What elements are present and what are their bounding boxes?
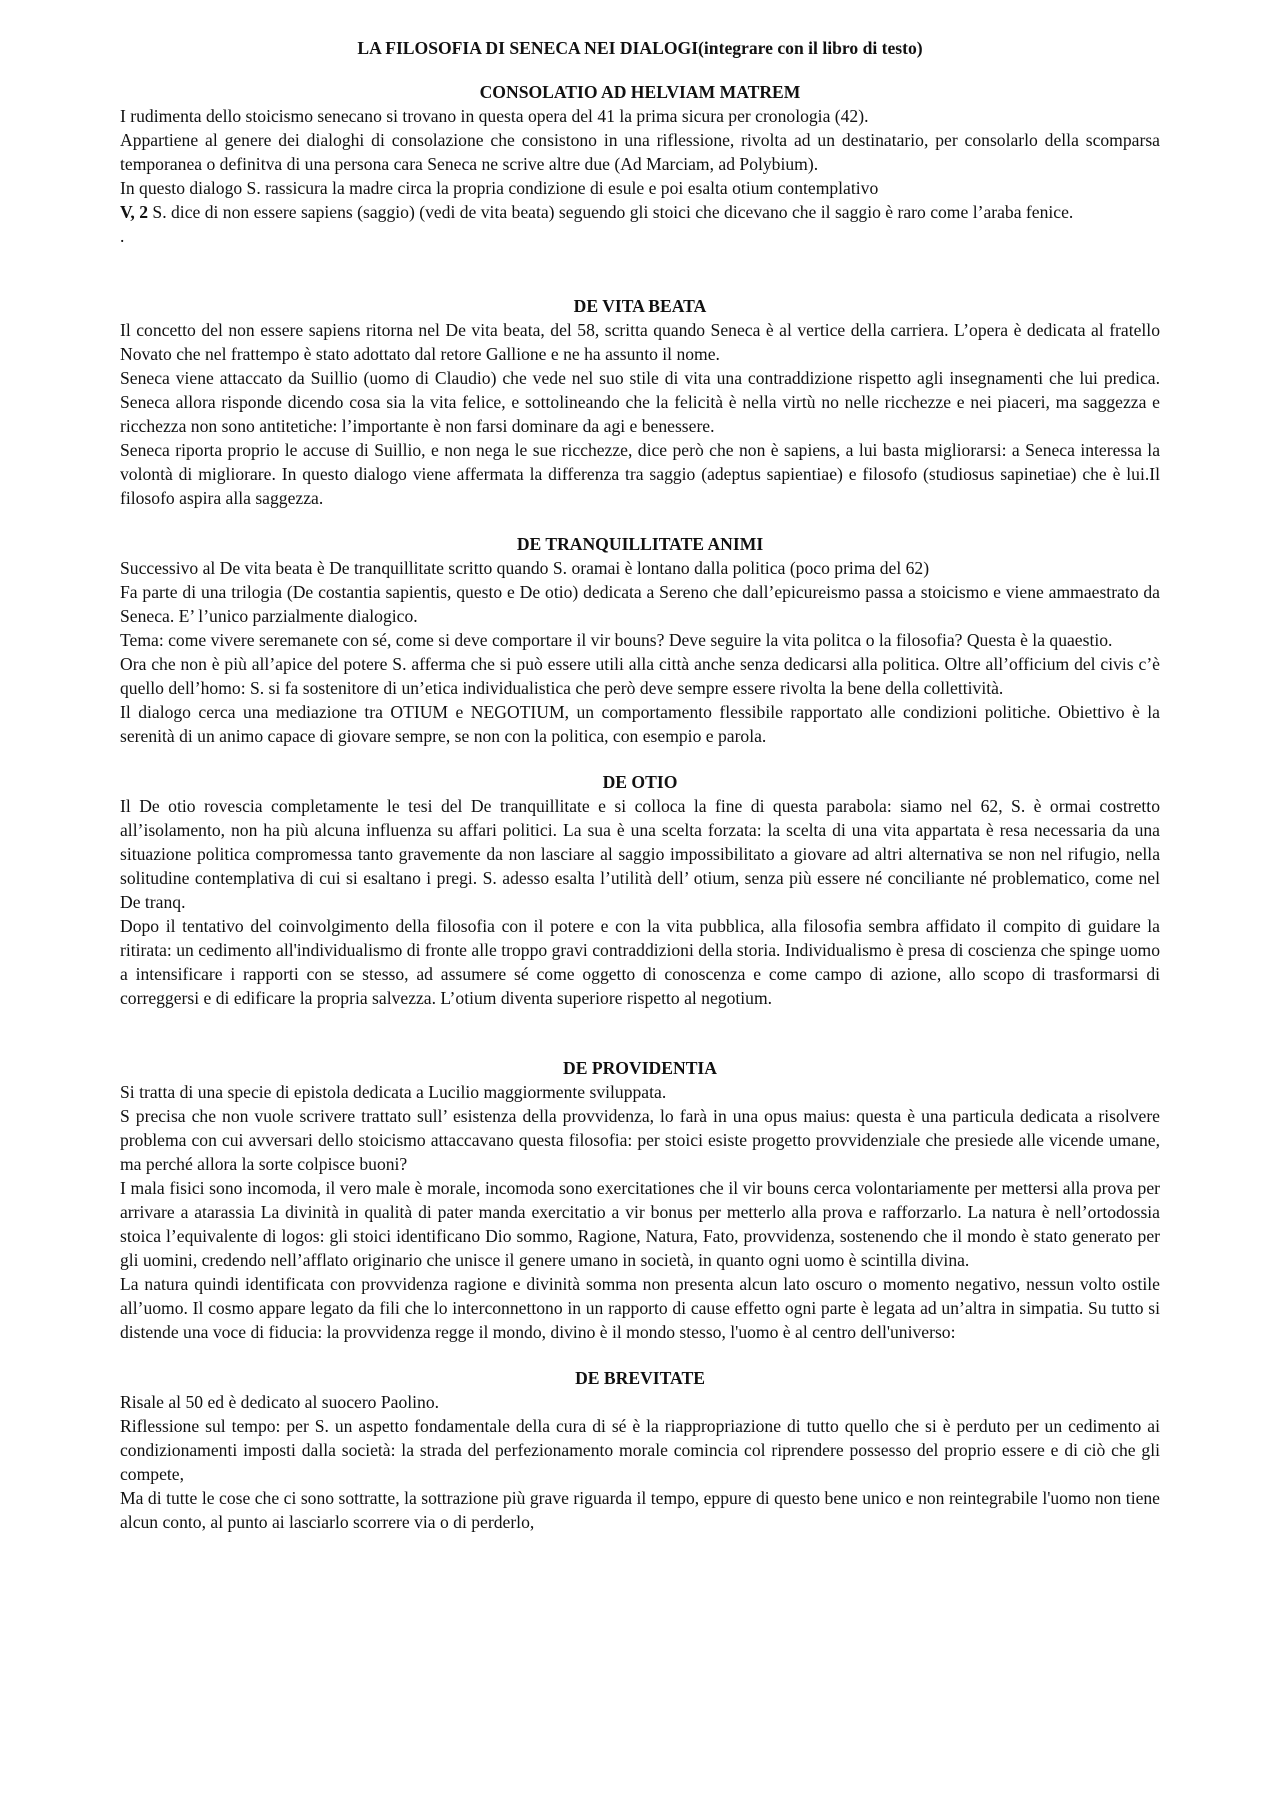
- paragraph: Si tratta di una specie di epistola dedicata a Lucilio maggiormente sviluppata.: [120, 1082, 667, 1102]
- section-heading: DE TRANQUILLITATE ANIMI: [516, 534, 764, 554]
- paragraph-with-reference: [120, 200, 1160, 224]
- paragraph: Fa parte di una trilogia (De costantia sapientis, questo e De otio) dedicata a Sereno che dall’epicureismo passa a stoicismo e viene ammaestrato da Seneca. E’ l’unico parzialmente dialogico.: [120, 582, 1160, 626]
- paragraph: Il dialogo cerca una mediazione tra OTIUM e NEGOTIUM, un comportamento flessibile rapportato alle condizioni politiche. Obiettivo è la serenità di un animo capace di giovare sempre, se non con la politica, con esempio e parola.: [120, 702, 1160, 746]
- section-de-providentia: [120, 1056, 1160, 1344]
- section-heading: CONSOLATIO AD HELVIAM MATREM: [479, 82, 801, 102]
- chapter-reference: V, 2: [120, 202, 149, 222]
- paragraph-text: S. dice di non essere sapiens (saggio) (vedi de vita beata) seguendo gli stoici che dicevano che il saggio è raro come l’araba fenice.: [148, 202, 1074, 222]
- paragraph: Seneca riporta proprio le accuse di Suillio, e non nega le sue ricchezze, dice però che non è sapiens, a lui basta migliorarsi: a Seneca interessa la volontà di migliorare. In questo dialogo viene affermata la differenza tra saggio (adeptus sapientiae) e filosofo (studiosus sapinetiae) che è lui.Il filosofo aspira alla saggezza.: [120, 440, 1160, 508]
- section-heading: DE VITA BEATA: [573, 296, 707, 316]
- paragraph: Ma di tutte le cose che ci sono sottratte, la sottrazione più grave riguarda il tempo, eppure di questo bene unico e non reintegrabile l'uomo non tiene alcun conto, al punto ai lasciarlo scorrere via o di perderlo,: [120, 1488, 1160, 1532]
- paragraph: Riflessione sul tempo: per S. un aspetto fondamentale della cura di sé è la riappropriazione di tutto quello che si è perduto per un cedimento ai condizionamenti imposti dalla società: la strada del perfezionamento morale comincia col riprendere possesso del proprio essere e di ciò che gli compete,: [120, 1416, 1160, 1484]
- paragraph: Appartiene al genere dei dialoghi di consolazione che consistono in una riflessione, rivolta ad un destinatario, per consolarlo della scomparsa temporanea o definitva di una persona cara Seneca ne scrive altre due (Ad Marciam, ad Polybium).: [120, 130, 1160, 174]
- paragraph: Successivo al De vita beata è De tranquillitate scritto quando S. oramai è lontano dalla politica (poco prima del 62): [120, 558, 930, 578]
- paragraph: Tema: come vivere seremanete con sé, come si deve comportare il vir bouns? Deve seguire la vita politca o la filosofia? Questa è la quaestio.: [120, 630, 1113, 650]
- document-title: LA FILOSOFIA DI SENECA NEI DIALOGI(integrare con il libro di testo): [357, 38, 923, 58]
- section-de-tranquillitate: [120, 532, 1160, 748]
- paragraph: Ora che non è più all’apice del potere S. afferma che si può essere utili alla città anche senza dedicarsi alla politica. Oltre all’officium del civis c’è quello dell’homo: S. si fa sostenitore di un’etica individualistica che però deve sempre essere rivolta la bene della collettività.: [120, 654, 1160, 698]
- paragraph: Il De otio rovescia completamente le tesi del De tranquillitate e si colloca la fine di questa parabola: siamo nel 62, S. è ormai costretto all’isolamento, non ha più alcuna influenza su affari politici. La sua è una scelta forzata: la scelta di una vita appartata è resa necessaria da una situazione politica compromessa tanto gravemente da non lasciare al saggio impossibilitato a giovare ad altri alternativa se non nel rifugio, nella solitudine contemplativa di cui si esaltano i pregi. S. adesso esalta l’utilità dell’ otium, senza più essere né conciliante né problematico, come nel De tranq.: [120, 796, 1160, 912]
- section-de-vita-beata: [120, 294, 1160, 510]
- section-de-brevitate: [120, 1366, 1160, 1534]
- paragraph: I rudimenta dello stoicismo senecano si trovano in questa opera del 41 la prima sicura per cronologia (42).: [120, 106, 869, 126]
- document-page: [120, 36, 1160, 1534]
- paragraph: La natura quindi identificata con provvidenza ragione e divinità somma non presenta alcun lato oscuro o momento negativo, nessun volto ostile all’uomo. Il cosmo appare legato da fili che lo interconnettono in un rapporto di cause effetto ogni parte è legata ad un’altra in simpatia. Su tutto si distende una voce di fiducia: la provvidenza regge il mondo, divino è il mondo stesso, l'uomo è al centro dell'universo:: [120, 1274, 1160, 1342]
- section-heading: DE PROVIDENTIA: [563, 1058, 717, 1078]
- section-heading: DE BREVITATE: [575, 1368, 705, 1388]
- paragraph: Seneca viene attaccato da Suillio (uomo di Claudio) che vede nel suo stile di vita una contraddizione rispetto agli insegnamenti che lui predica. Seneca allora risponde dicendo cosa sia la vita felice, e sottolineando che la felicità è nella virtù no nelle ricchezze e nei piaceri, ma saggezza e ricchezza non sono antitetiche: l’importante è non farsi dominare da agi e benessere.: [120, 368, 1160, 436]
- section-heading: DE OTIO: [602, 772, 678, 792]
- section-consolatio: [120, 80, 1160, 248]
- paragraph: S precisa che non vuole scrivere trattato sull’ esistenza della provvidenza, lo farà in una opus maius: questa è una particula dedicata a risolvere problema con cui avversari dello stoicismo attaccavano questa filosofia: per stoici esiste progetto provvidenziale che presiede alle vicende umane, ma perché allora la sorte colpisce buoni?: [120, 1106, 1160, 1174]
- paragraph: Risale al 50 ed è dedicato al suocero Paolino.: [120, 1392, 440, 1412]
- section-de-otio: [120, 770, 1160, 1010]
- paragraph: Il concetto del non essere sapiens ritorna nel De vita beata, del 58, scritta quando Seneca è al vertice della carriera. L’opera è dedicata al fratello Novato che nel frattempo è stato adottato dal retore Gallione e ne ha assunto il nome.: [120, 320, 1160, 364]
- paragraph: Dopo il tentativo del coinvolgimento della filosofia con il potere e con la vita pubblica, alla filosofia sembra affidato il compito di guidare la ritirata: un cedimento all'individualismo di fronte alle troppo gravi contraddizioni della storia. Individualismo è presa di coscienza che spinge uomo a intensificare i rapporti con se stesso, ad assumere sé come oggetto di conoscenza e come campo di azione, allo scopo di trasformarsi di correggersi e di edificare la propria salvezza. L’otium diventa superiore rispetto al negotium.: [120, 916, 1160, 1008]
- paragraph: I mala fisici sono incomoda, il vero male è morale, incomoda sono exercitationes che il vir bouns cerca volontariamente per mettersi alla prova per arrivare a atarassia La divinità in qualità di pater manda exercitatio a vir bonus per metterlo alla prova e rafforzarlo. La natura è nell’ortodossia stoica l’equivalente di logos: gli stoici identificano Dio sommo, Ragione, Natura, Fato, provvidenza, sostenendo che il mondo è stato generato per gli uomini, credendo nell’afflato originario che unisce il genere umano in società, in quanto ogni uomo è scintilla divina.: [120, 1178, 1160, 1270]
- paragraph: In questo dialogo S. rassicura la madre circa la propria condizione di esule e poi esalta otium contemplativo: [120, 178, 879, 198]
- trailing-dot: .: [120, 226, 125, 246]
